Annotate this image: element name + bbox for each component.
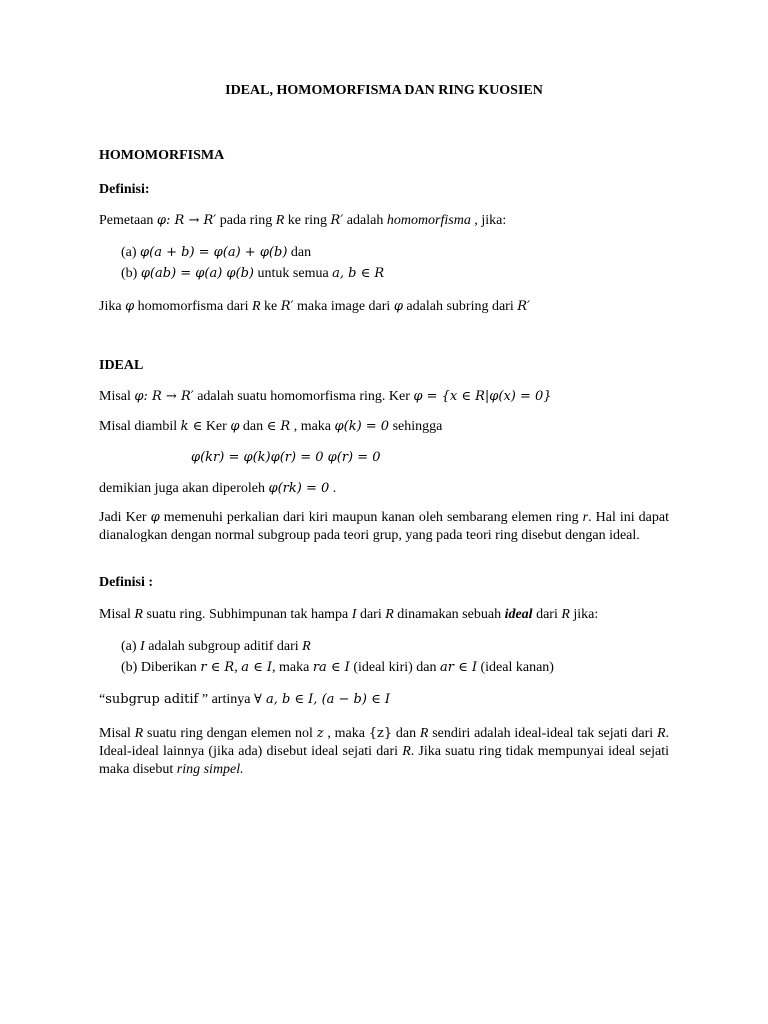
condition-b bbox=[121, 265, 384, 282]
ideal-definition-line bbox=[99, 606, 598, 623]
text: sendiri adalah ideal-ideal tak sejati dari bbox=[428, 726, 657, 741]
text: , bbox=[234, 660, 242, 675]
text: dari bbox=[532, 607, 562, 622]
item-label: (b) bbox=[121, 266, 141, 281]
math: k ∈ bbox=[180, 419, 203, 434]
text: Jadi Ker bbox=[99, 510, 151, 525]
text: untuk semua bbox=[254, 266, 333, 281]
text: adalah subgroup aditif dari bbox=[144, 639, 303, 654]
text: , maka bbox=[323, 726, 369, 741]
text: ke bbox=[260, 299, 281, 314]
math-phi: φ bbox=[150, 510, 160, 525]
math-phi: φ bbox=[230, 419, 240, 434]
text: . Ideal-ideal lainnya (jika ada) disebut ideal sejati dari bbox=[99, 726, 670, 759]
text: sehingga bbox=[389, 419, 443, 434]
text: Ker bbox=[202, 419, 231, 434]
text: maka image dari bbox=[293, 299, 394, 314]
text: adalah suatu homomorfisma ring. Ker bbox=[193, 389, 414, 404]
text: dan bbox=[239, 419, 267, 434]
text: ” artinya bbox=[198, 692, 254, 707]
var-r: r bbox=[582, 510, 589, 525]
text: suatu ring dengan elemen nol bbox=[143, 726, 317, 741]
math-phi: φ bbox=[125, 299, 135, 314]
math: ra ∈ I bbox=[312, 660, 350, 675]
var-R: R bbox=[134, 726, 144, 741]
condition-a bbox=[121, 244, 311, 261]
kernel-element-line bbox=[99, 418, 442, 435]
var-R: R bbox=[419, 726, 429, 741]
text: . Hal ini dapat dianalogkan dengan normal subgroup pada teori grup, yang pada teori ring disebut dengan ideal. bbox=[99, 510, 669, 543]
demikian-line bbox=[99, 480, 336, 497]
jadi-paragraph bbox=[99, 509, 669, 545]
section-heading-homomorfisma: HOMOMORFISMA bbox=[99, 148, 225, 163]
term-ideal: ideal bbox=[504, 607, 533, 622]
text: dan bbox=[392, 726, 420, 741]
math-z: z bbox=[316, 726, 324, 741]
text: Misal bbox=[99, 607, 135, 622]
math-equation: φ(kr) = φ(k)φ(r) = 0 φ(r) = 0 bbox=[191, 450, 381, 465]
text: Pemetaan bbox=[99, 213, 157, 228]
var-I: I bbox=[140, 639, 145, 654]
text: . bbox=[329, 481, 337, 496]
text: dan bbox=[287, 245, 312, 260]
math-mapping: φ: R → R′ bbox=[134, 389, 194, 404]
text: , maka bbox=[271, 660, 313, 675]
text: memenuhi perkalian dari kiri maupun kanan oleh sembarang elemen ring bbox=[159, 510, 583, 525]
item-label: (b) Diberikan bbox=[121, 660, 201, 675]
var-R: R bbox=[402, 744, 411, 759]
math-formula: a, b ∈ R bbox=[332, 266, 385, 281]
math-formula: φ(ab) = φ(a) φ(b) bbox=[140, 266, 255, 281]
image-subring-line bbox=[99, 298, 530, 315]
text: Jika bbox=[99, 299, 126, 314]
text: (ideal kanan) bbox=[477, 660, 554, 675]
term-homomorfisma: homomorfisma bbox=[386, 213, 471, 228]
math-kernel-set: φ = {x ∈ R|φ(x) = 0} bbox=[413, 389, 552, 404]
section-heading-ideal: IDEAL bbox=[99, 358, 144, 373]
text: pada ring bbox=[216, 213, 276, 228]
var-I: I bbox=[351, 607, 357, 622]
text: Misal diambil bbox=[99, 419, 181, 434]
text: (ideal kiri) dan bbox=[349, 660, 440, 675]
subgrup-aditif-line bbox=[99, 691, 390, 708]
math-phi: φ bbox=[393, 299, 403, 314]
math: ar ∈ I bbox=[440, 660, 477, 675]
math-forall: ∀ a, b ∈ I, (a − b) ∈ I bbox=[253, 692, 390, 707]
var-R: R bbox=[385, 607, 394, 622]
text: dari bbox=[356, 607, 386, 622]
text: Misal bbox=[99, 389, 135, 404]
definisi-ideal-label: Definisi : bbox=[99, 575, 154, 590]
var-R: R bbox=[134, 607, 143, 622]
math: r ∈ R bbox=[200, 660, 235, 675]
kernel-definition-line bbox=[99, 388, 552, 405]
math-mapping: φ: R → R′ bbox=[156, 213, 217, 228]
text: demikian juga akan diperoleh bbox=[99, 481, 269, 496]
math: a ∈ I bbox=[241, 660, 272, 675]
centered-equation bbox=[191, 449, 381, 466]
ideal-condition-a bbox=[121, 638, 311, 655]
math-text: subgrup aditif bbox=[105, 692, 199, 707]
term-ring-simpel: ring simpel. bbox=[176, 762, 244, 777]
math: ∈ R bbox=[266, 419, 291, 434]
var-R-prime: R′ bbox=[330, 213, 344, 228]
item-label: (a) bbox=[121, 639, 141, 654]
math-formula: φ(a + b) = φ(a) + φ(b) bbox=[140, 245, 288, 260]
var-R: R bbox=[302, 639, 311, 654]
text: ke ring bbox=[284, 213, 331, 228]
text: dinamakan sebuah bbox=[393, 607, 505, 622]
text: . Jika suatu ring tidak mempunyai ideal sejati maka disebut bbox=[99, 744, 669, 777]
var-R-prime: R′ bbox=[280, 299, 294, 314]
definisi-label: Definisi: bbox=[99, 182, 150, 197]
text: homomorfisma dari bbox=[134, 299, 252, 314]
text: “ bbox=[99, 692, 106, 707]
item-label: (a) bbox=[121, 245, 141, 260]
text: suatu ring. Subhimpunan tak hampa bbox=[142, 607, 352, 622]
var-R: R bbox=[251, 299, 261, 314]
homomorfisma-definition-line bbox=[99, 212, 506, 229]
var-R: R bbox=[561, 607, 570, 622]
ideal-condition-b bbox=[121, 659, 554, 676]
text: , maka bbox=[290, 419, 335, 434]
math-set-z: {z} bbox=[368, 726, 393, 741]
text: jika: bbox=[569, 607, 599, 622]
text: , jika: bbox=[470, 213, 507, 228]
nol-paragraph bbox=[99, 725, 669, 779]
var-R: R bbox=[656, 726, 666, 741]
var-R: R bbox=[275, 213, 285, 228]
text: Misal bbox=[99, 726, 135, 741]
math: φ(rk) = 0 bbox=[268, 481, 330, 496]
text: adalah subring dari bbox=[402, 299, 518, 314]
var-R-prime: R′ bbox=[517, 299, 530, 314]
text: adalah bbox=[343, 213, 387, 228]
math: φ(k) = 0 bbox=[334, 419, 390, 434]
document-title: IDEAL, HOMOMORFISMA DAN RING KUOSIEN bbox=[225, 83, 543, 98]
